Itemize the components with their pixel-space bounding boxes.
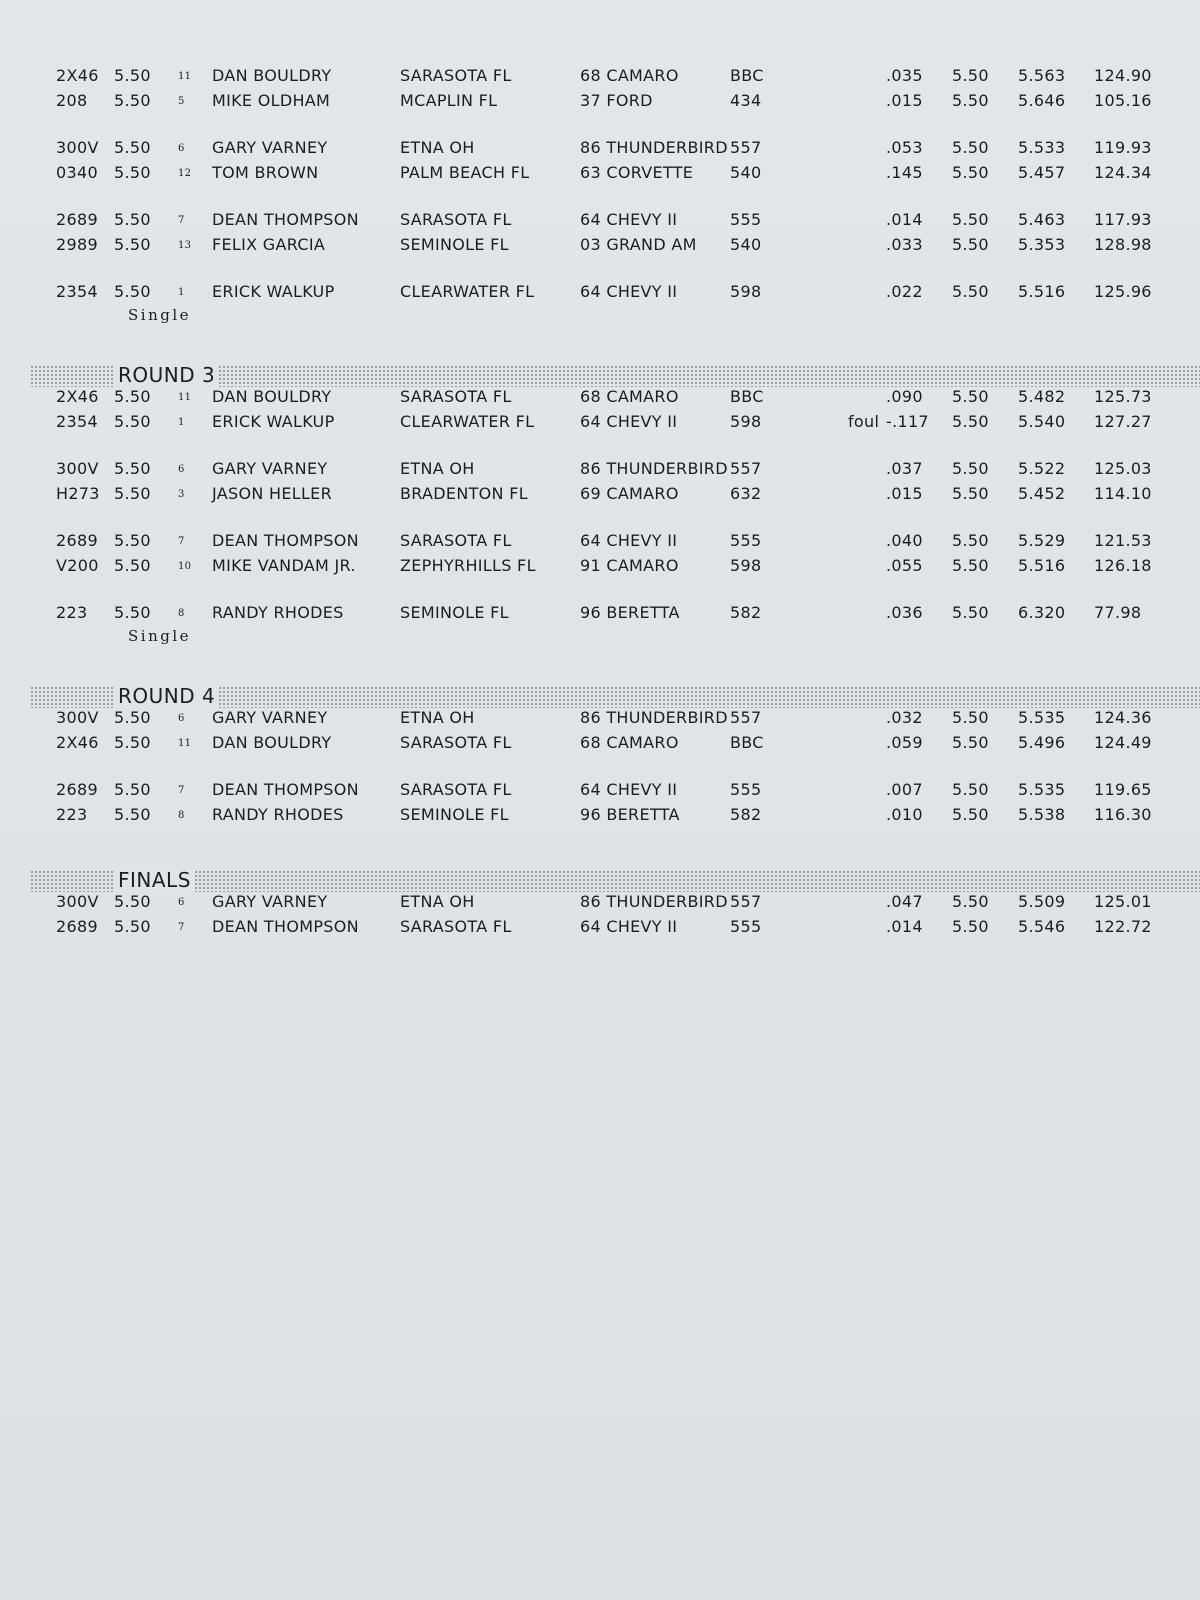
vehicle: 86 THUNDERBIRD [580, 708, 728, 727]
driver-name: FELIX GARCIA [212, 235, 326, 254]
car-number: 208 [56, 91, 88, 110]
vehicle: 68 CAMARO [580, 733, 679, 752]
index-value: 5.50 [114, 387, 151, 406]
reaction-time: .035 [886, 66, 923, 85]
elapsed-time: 5.533 [1018, 138, 1066, 157]
elapsed-time: 5.646 [1018, 91, 1066, 110]
elapsed-time: 5.535 [1018, 708, 1066, 727]
engine: 555 [730, 531, 762, 550]
reaction-time: .059 [886, 733, 923, 752]
dial-in: 5.50 [952, 282, 989, 301]
index-value: 5.50 [114, 917, 151, 936]
elapsed-time: 5.463 [1018, 210, 1066, 229]
dial-in: 5.50 [952, 603, 989, 622]
speed-mph: 128.98 [1094, 235, 1152, 254]
car-number: 2689 [56, 780, 98, 799]
index-value: 5.50 [114, 91, 151, 110]
index-value: 5.50 [114, 733, 151, 752]
car-number: 2689 [56, 210, 98, 229]
driver-name: TOM BROWN [212, 163, 319, 182]
seed-number: 6 [178, 464, 185, 475]
driver-name: DEAN THOMPSON [212, 210, 359, 229]
engine: 540 [730, 163, 762, 182]
speed-mph: 119.65 [1094, 780, 1152, 799]
result-row [0, 531, 1200, 555]
elapsed-time: 6.320 [1018, 603, 1066, 622]
result-row [0, 556, 1200, 580]
seed-number: 8 [178, 810, 185, 821]
result-row [0, 210, 1200, 234]
speed-mph: 77.98 [1094, 603, 1142, 622]
result-row [0, 708, 1200, 732]
elapsed-time: 5.529 [1018, 531, 1066, 550]
result-row [0, 917, 1200, 941]
driver-name: DAN BOULDRY [212, 387, 332, 406]
engine: 598 [730, 412, 762, 431]
vehicle: 96 BERETTA [580, 805, 680, 824]
hometown: SEMINOLE FL [400, 235, 509, 254]
hometown: SARASOTA FL [400, 917, 512, 936]
car-number: H273 [56, 484, 100, 503]
elapsed-time: 5.457 [1018, 163, 1066, 182]
hometown: CLEARWATER FL [400, 282, 535, 301]
vehicle: 64 CHEVY II [580, 780, 678, 799]
elapsed-time: 5.535 [1018, 780, 1066, 799]
seed-number: 12 [178, 168, 192, 179]
index-value: 5.50 [114, 138, 151, 157]
driver-name: GARY VARNEY [212, 892, 328, 911]
reaction-time: .036 [886, 603, 923, 622]
vehicle: 86 THUNDERBIRD [580, 138, 728, 157]
reaction-time: -.117 [886, 412, 929, 431]
hometown: SARASOTA FL [400, 531, 512, 550]
driver-name: GARY VARNEY [212, 708, 328, 727]
car-number: 0340 [56, 163, 98, 182]
seed-number: 10 [178, 561, 192, 572]
reaction-time: .145 [886, 163, 923, 182]
round-header: FINALS [114, 868, 195, 892]
speed-mph: 125.01 [1094, 892, 1152, 911]
vehicle: 96 BERETTA [580, 603, 680, 622]
seed-number: 6 [178, 713, 185, 724]
index-value: 5.50 [114, 531, 151, 550]
foul-flag: foul [848, 412, 880, 431]
seed-number: 7 [178, 922, 185, 933]
reaction-time: .010 [886, 805, 923, 824]
driver-name: ERICK WALKUP [212, 412, 335, 431]
elapsed-time: 5.516 [1018, 556, 1066, 575]
speed-mph: 121.53 [1094, 531, 1152, 550]
speed-mph: 124.90 [1094, 66, 1152, 85]
hometown: SARASOTA FL [400, 66, 512, 85]
car-number: 2354 [56, 282, 98, 301]
round-header-band [30, 870, 1200, 892]
dial-in: 5.50 [952, 387, 989, 406]
driver-name: DEAN THOMPSON [212, 531, 359, 550]
dial-in: 5.50 [952, 531, 989, 550]
seed-number: 13 [178, 240, 192, 251]
vehicle: 86 THUNDERBIRD [580, 892, 728, 911]
dial-in: 5.50 [952, 892, 989, 911]
hometown: ETNA OH [400, 459, 475, 478]
elapsed-time: 5.540 [1018, 412, 1066, 431]
result-row [0, 163, 1200, 187]
car-number: 2354 [56, 412, 98, 431]
car-number: 223 [56, 805, 88, 824]
index-value: 5.50 [114, 780, 151, 799]
result-row [0, 282, 1200, 306]
index-value: 5.50 [114, 412, 151, 431]
vehicle: 68 CAMARO [580, 387, 679, 406]
driver-name: MIKE OLDHAM [212, 91, 331, 110]
seed-number: 11 [178, 738, 192, 749]
car-number: 300V [56, 138, 99, 157]
index-value: 5.50 [114, 484, 151, 503]
car-number: 2X46 [56, 66, 99, 85]
speed-mph: 116.30 [1094, 805, 1152, 824]
driver-name: ERICK WALKUP [212, 282, 335, 301]
reaction-time: .040 [886, 531, 923, 550]
speed-mph: 117.93 [1094, 210, 1152, 229]
speed-mph: 124.34 [1094, 163, 1152, 182]
hometown: SARASOTA FL [400, 210, 512, 229]
seed-number: 1 [178, 417, 185, 428]
engine: 555 [730, 210, 762, 229]
reaction-time: .033 [886, 235, 923, 254]
vehicle: 03 GRAND AM [580, 235, 697, 254]
dial-in: 5.50 [952, 210, 989, 229]
reaction-time: .015 [886, 91, 923, 110]
engine: 555 [730, 917, 762, 936]
dial-in: 5.50 [952, 484, 989, 503]
seed-number: 1 [178, 287, 185, 298]
dial-in: 5.50 [952, 805, 989, 824]
vehicle: 64 CHEVY II [580, 412, 678, 431]
engine: 434 [730, 91, 762, 110]
vehicle: 64 CHEVY II [580, 210, 678, 229]
driver-name: GARY VARNEY [212, 138, 328, 157]
elapsed-time: 5.509 [1018, 892, 1066, 911]
result-row [0, 484, 1200, 508]
seed-number: 8 [178, 608, 185, 619]
hometown: ETNA OH [400, 138, 475, 157]
car-number: 2X46 [56, 733, 99, 752]
reaction-time: .014 [886, 210, 923, 229]
engine: 557 [730, 708, 762, 727]
reaction-time: .055 [886, 556, 923, 575]
hometown: SEMINOLE FL [400, 603, 509, 622]
reaction-time: .047 [886, 892, 923, 911]
result-row [0, 235, 1200, 259]
elapsed-time: 5.522 [1018, 459, 1066, 478]
result-row [0, 733, 1200, 757]
index-value: 5.50 [114, 892, 151, 911]
dial-in: 5.50 [952, 235, 989, 254]
single-label: Single [128, 627, 192, 645]
speed-mph: 124.36 [1094, 708, 1152, 727]
reaction-time: .014 [886, 917, 923, 936]
elapsed-time: 5.482 [1018, 387, 1066, 406]
reaction-time: .022 [886, 282, 923, 301]
engine: 557 [730, 892, 762, 911]
index-value: 5.50 [114, 708, 151, 727]
seed-number: 7 [178, 785, 185, 796]
vehicle: 69 CAMARO [580, 484, 679, 503]
vehicle: 64 CHEVY II [580, 531, 678, 550]
driver-name: DAN BOULDRY [212, 66, 332, 85]
engine: 555 [730, 780, 762, 799]
car-number: 300V [56, 892, 99, 911]
dial-in: 5.50 [952, 708, 989, 727]
vehicle: 68 CAMARO [580, 66, 679, 85]
speed-mph: 125.03 [1094, 459, 1152, 478]
elapsed-time: 5.516 [1018, 282, 1066, 301]
result-row [0, 780, 1200, 804]
speed-mph: 125.73 [1094, 387, 1152, 406]
hometown: ETNA OH [400, 892, 475, 911]
car-number: 223 [56, 603, 88, 622]
seed-number: 7 [178, 215, 185, 226]
car-number: 300V [56, 459, 99, 478]
dial-in: 5.50 [952, 66, 989, 85]
hometown: SARASOTA FL [400, 387, 512, 406]
car-number: 2689 [56, 917, 98, 936]
car-number: 2689 [56, 531, 98, 550]
seed-number: 5 [178, 96, 185, 107]
speed-mph: 127.27 [1094, 412, 1152, 431]
car-number: V200 [56, 556, 99, 575]
car-number: 300V [56, 708, 99, 727]
dial-in: 5.50 [952, 163, 989, 182]
index-value: 5.50 [114, 235, 151, 254]
driver-name: DEAN THOMPSON [212, 917, 359, 936]
round-header: ROUND 4 [114, 684, 219, 708]
result-row [0, 138, 1200, 162]
vehicle: 91 CAMARO [580, 556, 679, 575]
hometown: SARASOTA FL [400, 780, 512, 799]
seed-number: 11 [178, 392, 192, 403]
driver-name: MIKE VANDAM JR. [212, 556, 356, 575]
seed-number: 7 [178, 536, 185, 547]
driver-name: RANDY RHODES [212, 805, 344, 824]
result-row [0, 892, 1200, 916]
hometown: BRADENTON FL [400, 484, 528, 503]
vehicle: 86 THUNDERBIRD [580, 459, 728, 478]
engine: 598 [730, 556, 762, 575]
driver-name: DAN BOULDRY [212, 733, 332, 752]
dial-in: 5.50 [952, 780, 989, 799]
dial-in: 5.50 [952, 556, 989, 575]
speed-mph: 119.93 [1094, 138, 1152, 157]
result-row [0, 412, 1200, 436]
hometown: SEMINOLE FL [400, 805, 509, 824]
reaction-time: .015 [886, 484, 923, 503]
driver-name: GARY VARNEY [212, 459, 328, 478]
reaction-time: .053 [886, 138, 923, 157]
driver-name: JASON HELLER [212, 484, 332, 503]
result-row [0, 459, 1200, 483]
hometown: MCAPLIN FL [400, 91, 498, 110]
engine: BBC [730, 733, 764, 752]
dial-in: 5.50 [952, 917, 989, 936]
seed-number: 6 [178, 143, 185, 154]
result-row [0, 805, 1200, 829]
elapsed-time: 5.563 [1018, 66, 1066, 85]
speed-mph: 126.18 [1094, 556, 1152, 575]
reaction-time: .032 [886, 708, 923, 727]
vehicle: 64 CHEVY II [580, 282, 678, 301]
hometown: ETNA OH [400, 708, 475, 727]
reaction-time: .090 [886, 387, 923, 406]
seed-number: 6 [178, 897, 185, 908]
reaction-time: .037 [886, 459, 923, 478]
round-header-band [30, 365, 1200, 387]
round-header: ROUND 3 [114, 363, 219, 387]
seed-number: 11 [178, 71, 192, 82]
vehicle: 37 FORD [580, 91, 653, 110]
hometown: ZEPHYRHILLS FL [400, 556, 536, 575]
result-row [0, 387, 1200, 411]
engine: BBC [730, 66, 764, 85]
engine: 540 [730, 235, 762, 254]
reaction-time: .007 [886, 780, 923, 799]
vehicle: 64 CHEVY II [580, 917, 678, 936]
speed-mph: 125.96 [1094, 282, 1152, 301]
car-number: 2X46 [56, 387, 99, 406]
single-label: Single [128, 306, 192, 324]
result-row [0, 603, 1200, 627]
speed-mph: 105.16 [1094, 91, 1152, 110]
engine: 582 [730, 603, 762, 622]
elapsed-time: 5.353 [1018, 235, 1066, 254]
speed-mph: 122.72 [1094, 917, 1152, 936]
index-value: 5.50 [114, 163, 151, 182]
elapsed-time: 5.452 [1018, 484, 1066, 503]
result-row [0, 91, 1200, 115]
vehicle: 63 CORVETTE [580, 163, 694, 182]
hometown: SARASOTA FL [400, 733, 512, 752]
dial-in: 5.50 [952, 138, 989, 157]
driver-name: RANDY RHODES [212, 603, 344, 622]
index-value: 5.50 [114, 805, 151, 824]
elapsed-time: 5.538 [1018, 805, 1066, 824]
dial-in: 5.50 [952, 412, 989, 431]
elapsed-time: 5.546 [1018, 917, 1066, 936]
engine: 632 [730, 484, 762, 503]
index-value: 5.50 [114, 282, 151, 301]
elapsed-time: 5.496 [1018, 733, 1066, 752]
engine: 582 [730, 805, 762, 824]
car-number: 2989 [56, 235, 98, 254]
index-value: 5.50 [114, 459, 151, 478]
index-value: 5.50 [114, 556, 151, 575]
hometown: PALM BEACH FL [400, 163, 530, 182]
engine: 557 [730, 138, 762, 157]
dial-in: 5.50 [952, 733, 989, 752]
engine: 557 [730, 459, 762, 478]
engine: BBC [730, 387, 764, 406]
hometown: CLEARWATER FL [400, 412, 535, 431]
dial-in: 5.50 [952, 459, 989, 478]
index-value: 5.50 [114, 66, 151, 85]
round-header-band [30, 686, 1200, 708]
driver-name: DEAN THOMPSON [212, 780, 359, 799]
index-value: 5.50 [114, 603, 151, 622]
result-row [0, 66, 1200, 90]
index-value: 5.50 [114, 210, 151, 229]
speed-mph: 114.10 [1094, 484, 1152, 503]
engine: 598 [730, 282, 762, 301]
dial-in: 5.50 [952, 91, 989, 110]
seed-number: 3 [178, 489, 185, 500]
speed-mph: 124.49 [1094, 733, 1152, 752]
